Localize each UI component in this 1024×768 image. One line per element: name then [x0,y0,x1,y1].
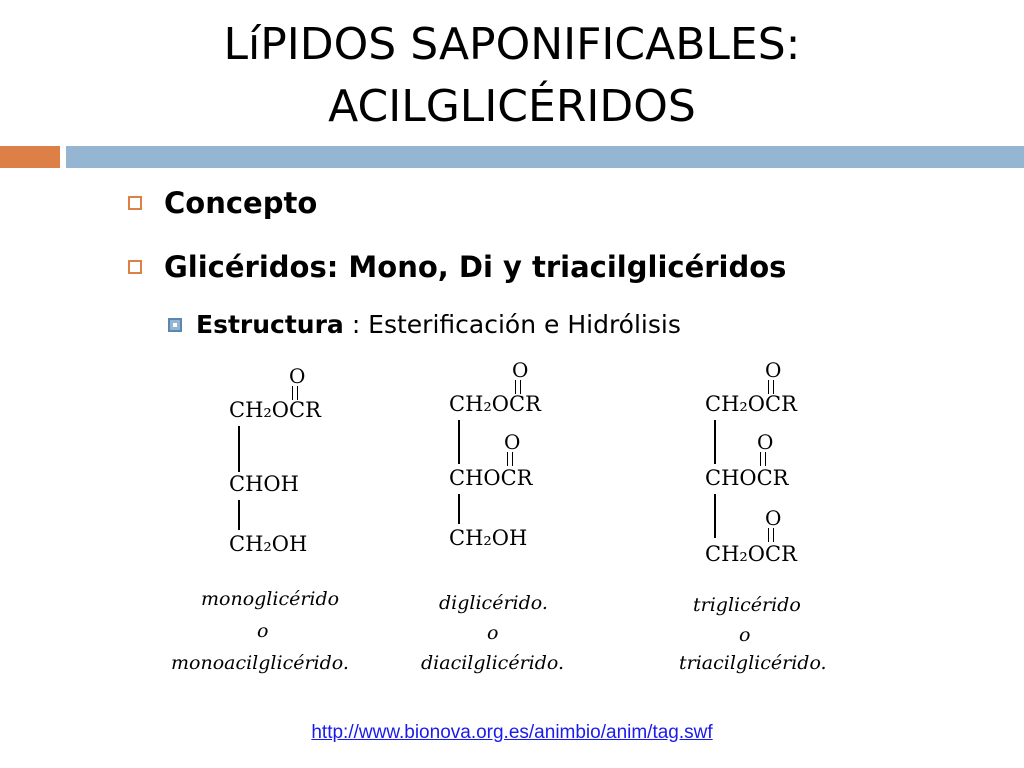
square-bullet-icon [128,260,142,274]
caption-or: o [257,620,269,642]
double-bond [507,452,513,466]
bullet-gliceridos [128,250,786,284]
bond-line [238,500,240,530]
bullet-label: Concepto [164,186,318,220]
subbullet-text: : Esterificación e Hidrólisis [351,310,681,339]
glyceride-structures-figure [153,352,864,682]
square-bullet-icon [128,196,142,210]
bullet-label: Glicéridos: Mono, Di y triacilglicéridos [164,250,787,284]
bullet-concepto [128,186,317,220]
caption-name-alt: triacilglicérido. [679,652,827,674]
carbonyl-oxygen: O [757,430,774,454]
filled-square-bullet-icon [168,318,182,332]
bond-line [714,494,716,538]
caption-name: monoglicérido [201,588,340,610]
caption-name: triglicérido [693,594,801,616]
carbonyl-oxygen: O [765,358,782,382]
double-bond [760,452,766,466]
title-line-2: ACILGLICÉRIDOS [328,81,696,132]
carbonyl-oxygen: O [765,506,782,530]
accent-bar-blue [66,146,1024,168]
formula-row-3: CH₂OH [229,532,308,556]
carbonyl-oxygen: O [504,430,521,454]
formula-row-1: CH₂OCR [449,392,541,416]
caption-name: diglicérido. [439,592,548,614]
formula-row-2: CHOCR [705,466,789,490]
slide-title [0,14,1024,138]
formula-row-2: CHOCR [449,466,533,490]
bond-line [238,426,240,472]
accent-bar-orange [0,146,60,168]
caption-name-alt: diacilglicérido. [421,652,565,674]
title-line-1: LíPIDOS SAPONIFICABLES: [223,19,801,70]
formula-row-3: CH₂OH [449,526,528,550]
subbullet-bold: Estructura [196,310,344,339]
subbullet-estructura [168,310,681,339]
bond-line [714,420,716,464]
formula-row-2: CHOH [229,472,299,496]
formula-row-3: CH₂OCR [705,542,797,566]
double-bond [768,528,774,542]
carbonyl-oxygen: O [289,364,306,388]
caption-or: o [739,624,751,646]
formula-row-1: CH₂OCR [229,398,321,422]
source-link[interactable]: http://www.bionova.org.es/animbio/anim/tag.swf [311,722,713,743]
carbonyl-oxygen: O [512,358,529,382]
caption-name-alt: monoacilglicérido. [171,652,349,674]
bond-line [458,494,460,524]
formula-row-1: CH₂OCR [705,392,797,416]
caption-or: o [487,622,499,644]
bond-line [458,420,460,464]
